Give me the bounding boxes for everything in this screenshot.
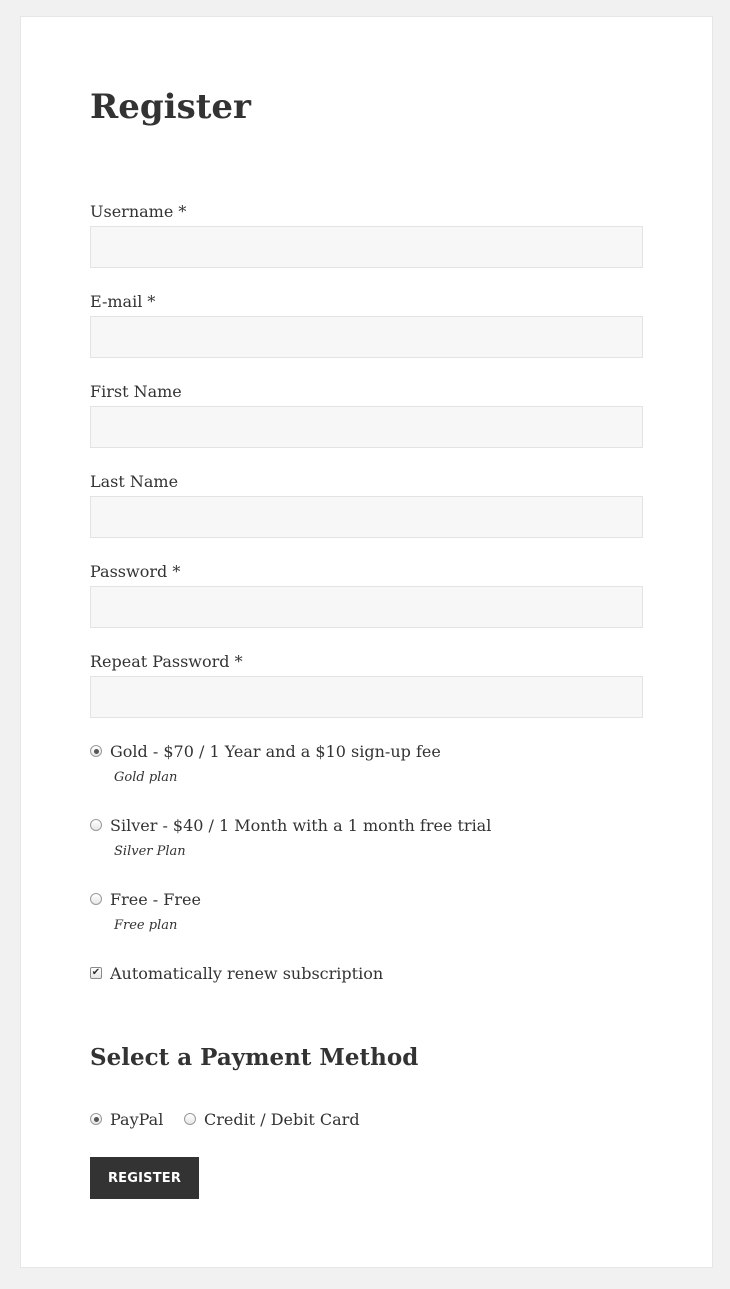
auto-renew-checkbox[interactable]: ✔ [91,967,101,978]
register-button[interactable]: REGISTER [90,1157,199,1199]
register-card [20,16,713,1268]
username-input[interactable] [90,226,643,268]
plan-silver-radio[interactable] [90,819,102,831]
repeat-password-label: Repeat Password * [90,652,243,671]
plan-free-label[interactable]: Free - Free [110,890,201,909]
last-name-label: Last Name [90,472,179,491]
first-name-input[interactable] [90,406,643,448]
password-label: Password * [90,562,181,581]
payment-card-label[interactable]: Credit / Debit Card [204,1110,360,1129]
first-name-label: First Name [90,382,182,401]
payment-card-radio[interactable] [184,1113,196,1125]
auto-renew-label[interactable]: Automatically renew subscription [110,964,384,983]
password-input[interactable] [90,586,643,628]
repeat-password-input[interactable] [90,676,643,718]
payment-paypal-radio[interactable] [90,1113,102,1125]
username-label: Username * [90,202,187,221]
plan-free-radio[interactable] [90,893,102,905]
plan-free-description: Free plan [114,918,178,933]
last-name-input[interactable] [90,496,643,538]
plan-gold-label[interactable]: Gold - $70 / 1 Year and a $10 sign-up fee [110,742,441,761]
email-label: E-mail * [90,292,156,311]
plan-silver-label[interactable]: Silver - $40 / 1 Month with a 1 month free trial [110,816,492,835]
email-input[interactable] [90,316,643,358]
payment-paypal-label[interactable]: PayPal [110,1110,164,1129]
plan-gold-radio[interactable] [90,745,102,757]
page-title: Register [90,87,251,127]
plan-silver-description: Silver Plan [114,844,186,859]
payment-method-title: Select a Payment Method [90,1044,419,1071]
plan-gold-description: Gold plan [114,770,178,785]
